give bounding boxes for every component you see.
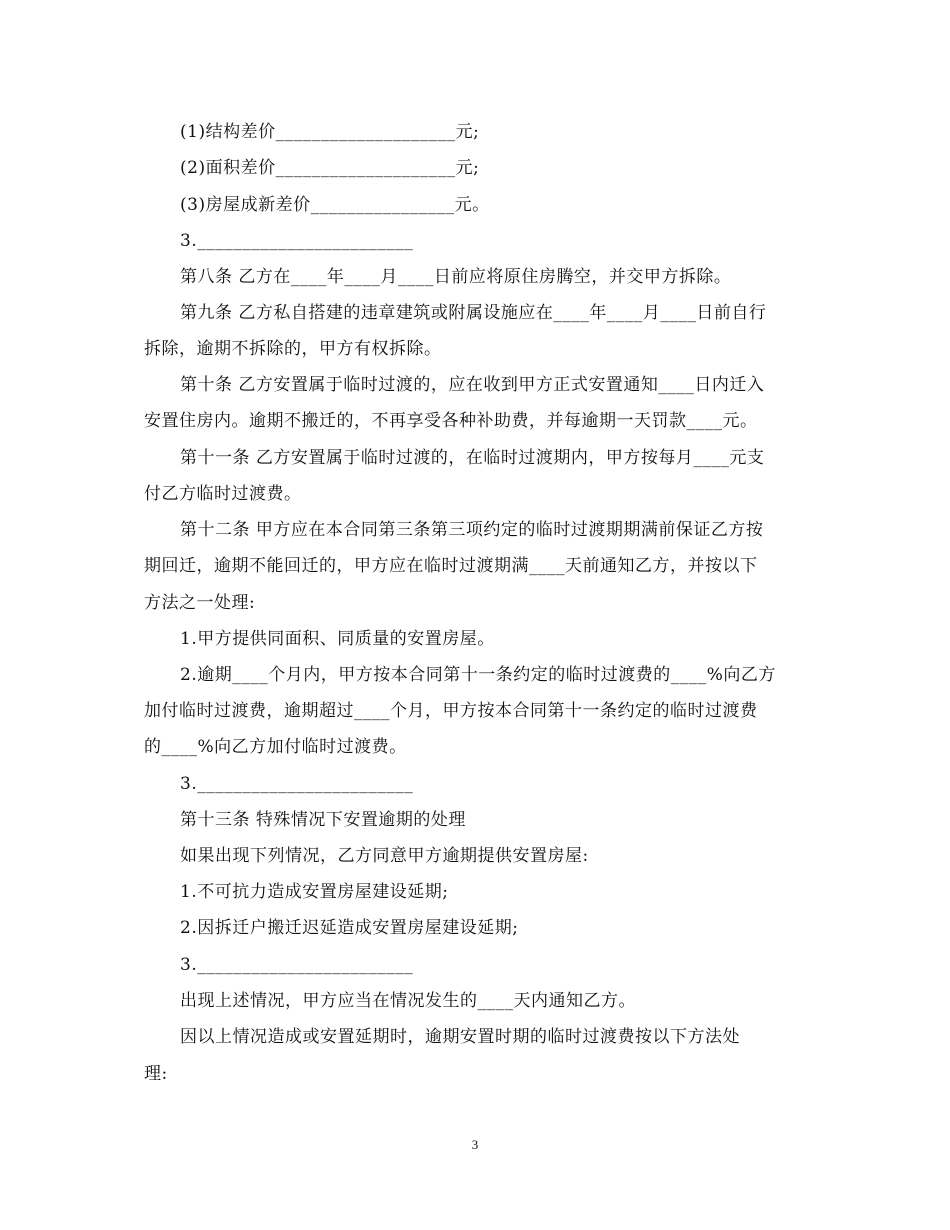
text-line: (3)房屋成新差价________________元。: [180, 195, 490, 215]
text-line: 第十二条 甲方应在本合同第三条第三项约定的临时过渡期期满前保证乙方按: [180, 520, 764, 540]
text-line: 3.________________________: [180, 774, 414, 794]
page-number: 3: [471, 1137, 479, 1152]
text-line: 方法之一处理:: [144, 593, 256, 613]
text-line: 第十三条 特殊情况下安置逾期的处理: [180, 810, 466, 830]
text-line: 2.逾期____个月内，甲方按本合同第十一条约定的临时过渡费的____%向乙方: [180, 665, 776, 685]
text-line: 3.________________________: [180, 231, 414, 251]
text-line: 2.因拆迁户搬迁迟延造成安置房屋建设延期;: [180, 918, 519, 938]
text-line: 付乙方临时过渡费。: [144, 484, 302, 504]
text-line: 第十条 乙方安置属于临时过渡的，应在收到甲方正式安置通知____日内迁入: [180, 375, 765, 395]
text-line: (1)结构差价____________________元;: [180, 122, 480, 142]
text-line: 3.________________________: [180, 955, 414, 975]
text-line: 因以上情况造成或安置延期时，逾期安置时期的临时过渡费按以下方法处: [180, 1027, 740, 1047]
text-line: 的____%向乙方加付临时过渡费。: [144, 737, 407, 757]
text-line: 理:: [144, 1064, 168, 1084]
text-line: 期回迁，逾期不能回迁的，甲方应在临时过渡期满____天前通知乙方，并按以下: [144, 556, 758, 576]
text-line: 1.甲方提供同面积、同质量的安置房屋。: [180, 629, 495, 649]
text-line: (2)面积差价____________________元;: [180, 158, 480, 178]
text-line: 第十一条 乙方安置属于临时过渡的，在临时过渡期内，甲方按每月____元支: [180, 448, 765, 468]
text-line: 第九条 乙方私自搭建的违章建筑或附属设施应在____年____月____日前自行: [180, 303, 767, 323]
text-line: 加付临时过渡费，逾期超过____个月，甲方按本合同第十一条约定的临时过渡费: [144, 701, 758, 721]
text-line: 拆除，逾期不拆除的，甲方有权拆除。: [144, 339, 442, 359]
text-line: 出现上述情况，甲方应当在情况发生的____天内通知乙方。: [180, 991, 636, 1011]
text-line: 第八条 乙方在____年____月____日前应将原住房腾空，并交甲方拆除。: [180, 267, 732, 287]
text-line: 如果出现下列情况，乙方同意甲方逾期提供安置房屋:: [180, 846, 589, 866]
text-line: 1.不可抗力造成安置房屋建设延期;: [180, 882, 449, 902]
text-line: 安置住房内。逾期不搬迁的，不再享受各种补助费，并每逾期一天罚款____元。: [144, 411, 758, 431]
